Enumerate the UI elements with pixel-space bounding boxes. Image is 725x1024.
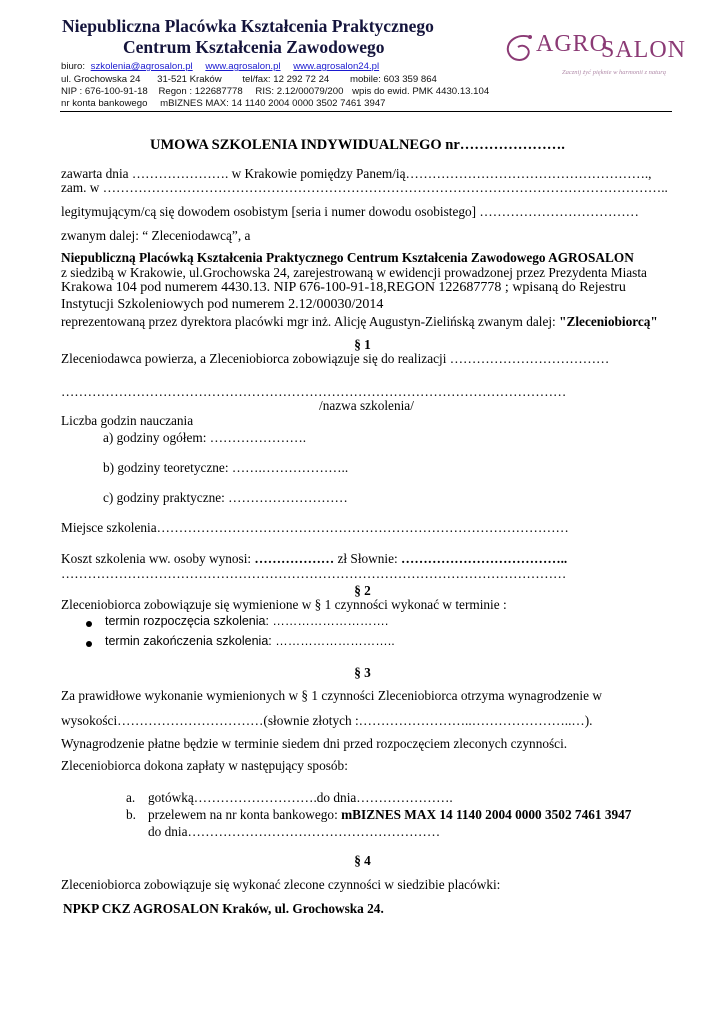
agrosalon-logo xyxy=(500,25,687,85)
org-line3: Krakowa 104 pod numerem 4430.13. NIP 676-100-91-18,REGON 122687778 ; wpisaną do Rejestru xyxy=(61,280,626,295)
regon: Regon : 122687778 xyxy=(158,86,243,97)
logo-swirl-icon xyxy=(500,29,540,69)
s3-line4: Zleceniobiorca dokona zapłaty w następujący sposób: xyxy=(61,758,348,773)
bullet-icon xyxy=(86,641,92,647)
ris: RIS: 2.12/00079/200 xyxy=(255,86,344,97)
s1-place: Miejsce szkolenia………………………………………………………………………………… xyxy=(61,520,569,535)
s1-cost-dots: ……………… xyxy=(254,551,335,566)
s1-cost-mid: zł Słownie: xyxy=(334,551,402,566)
org-line5 xyxy=(61,314,658,330)
s3-opt-b-line2: do dnia………………………………………………… xyxy=(148,824,441,839)
line-legit: legitymującym/cą się dowodem osobistym [seria i numer dowodu osobistego] ……………………………… xyxy=(61,204,639,219)
contract-title: UMOWA SZKOLENIA INDYWIDUALNEGO nr…………………. xyxy=(150,137,565,153)
konto-label: nr konta bankowego xyxy=(61,98,148,109)
s3-line3: Wynagrodzenie płatne będzie w terminie siedem dni przed rozpoczęciem zleconych czynności. xyxy=(61,736,568,751)
org-name: Niepubliczną Placówką Kształcenia Praktycznego Centrum Kształcenia Zawodowego AGROSALON xyxy=(61,250,634,265)
s1-caption: /nazwa szkolenia/ xyxy=(319,398,414,413)
header-contact-row2 xyxy=(61,74,437,85)
logo-text-salon: SALON xyxy=(601,37,687,63)
website1-link[interactable]: www.agrosalon.pl xyxy=(205,61,281,72)
s3-opt-a-label: a. xyxy=(126,790,136,805)
line-zwanym: zwanym dalej: “ Zleceniodawcą”, a xyxy=(61,228,251,243)
s4-line1: Zleceniobiorca zobowiązuje się wykonać zlecone czynności w siedzibie placówki: xyxy=(61,877,501,892)
header-title-line2: Centrum Kształcenia Zawodowego xyxy=(123,37,385,57)
s1-hours-a: a) godziny ogółem: …………………. xyxy=(103,430,307,445)
s1-intro: Zleceniodawca powierza, a Zleceniobiorca zobowiązuje się do realizacji ……………………………… xyxy=(61,351,610,366)
logo-tagline: Zacznij żyć pięknie w harmonii z naturą xyxy=(562,69,666,76)
header-contact-row4 xyxy=(61,98,386,109)
address-street: ul. Grochowska 24 xyxy=(61,74,141,85)
line-zam: zam. w ……………………………………………………………………………………………………………….. xyxy=(61,180,668,195)
email-link[interactable]: szkolenia@agrosalon.pl xyxy=(90,61,193,72)
s1-dots: …………………………………………………………………………………………………… xyxy=(61,384,567,399)
s3-line2: wysokości……………………………(słownie złotych :……………………..…………………..…). xyxy=(61,713,593,728)
biuro-label: biuro: xyxy=(61,61,85,72)
header-divider xyxy=(60,111,672,112)
s1-cost-dots2: …………………………………………………………………………………………………… xyxy=(61,566,567,581)
s3-opt-b xyxy=(148,807,631,823)
logo-text-agro: AGRO xyxy=(536,31,609,57)
s1-cost-words: ……………………………….. xyxy=(401,551,568,566)
s2-heading: § 2 xyxy=(354,583,371,598)
s1-hours-b: b) godziny teoretyczne: …….……………….. xyxy=(103,460,349,475)
header-contact-row1 xyxy=(61,61,379,72)
s3-opt-b-bold: mBIZNES MAX 14 1140 2004 0000 3502 7461 3947 xyxy=(341,807,632,822)
org-line2: z siedzibą w Krakowie, ul.Grochowska 24, zarejestrowaną w ewidencji prowadzonej przez Prezydenta Miasta xyxy=(61,265,647,280)
s2-bullet1: termin rozpoczęcia szkolenia: ………………………. xyxy=(105,614,389,628)
header-contact-row3 xyxy=(61,86,489,97)
s2-intro: Zleceniobiorca zobowiązuje się wymienione w § 1 czynności wykonać w terminie : xyxy=(61,597,507,612)
website2-link[interactable]: www.agrosalon24.pl xyxy=(293,61,380,72)
s1-cost xyxy=(61,551,567,567)
s3-opt-b-prefix: przelewem na nr konta bankowego: xyxy=(148,807,342,822)
s1-heading: § 1 xyxy=(354,337,371,352)
s1-hours-c: c) godziny praktyczne: ……………………… xyxy=(103,490,348,505)
s1-cost-prefix: Koszt szkolenia ww. osoby wynosi: xyxy=(61,551,255,566)
konto-value: mBIZNES MAX: 14 1140 2004 0000 3502 7461 3947 xyxy=(160,98,386,109)
s2-bullet2: termin zakończenia szkolenia: ……………………….. xyxy=(105,634,395,648)
bullet-icon xyxy=(86,621,92,627)
nip: NIP : 676-100-91-18 xyxy=(61,86,148,97)
s4-line2: NPKP CKZ AGROSALON Kraków, ul. Grochowska 24. xyxy=(63,901,384,916)
org-line5-bold: "Zleceniobiorcą" xyxy=(559,314,658,329)
s3-opt-b-label: b. xyxy=(126,807,136,822)
org-line5-prefix: reprezentowaną przez dyrektora placówki mgr inż. Alicję Augustyn-Zielińską zwanym dalej: xyxy=(61,314,560,329)
s4-heading: § 4 xyxy=(354,853,371,868)
wpis: wpis do ewid. PMK 4430.13.104 xyxy=(352,86,490,97)
s3-opt-a: gotówką……………………….do dnia…………………. xyxy=(148,790,453,805)
telfax: tel/fax: 12 292 72 24 xyxy=(242,74,330,85)
s3-heading: § 3 xyxy=(354,665,371,680)
s1-hours-label: Liczba godzin nauczania xyxy=(61,413,194,428)
org-line4: Instytucji Szkoleniowych pod numerem 2.12/00030/2014 xyxy=(61,297,384,312)
header-title-line1: Niepubliczna Placówka Kształcenia Praktycznego xyxy=(62,16,434,36)
address-city: 31-521 Kraków xyxy=(157,74,222,85)
mobile: mobile: 603 359 864 xyxy=(349,74,437,85)
line-zawarta: zawarta dnia …………………. w Krakowie pomiędzy Panem/ią………………………………………………., xyxy=(61,166,652,181)
s3-line1: Za prawidłowe wykonanie wymienionych w § 1 czynności Zleceniobiorca otrzyma wynagrodzenie w xyxy=(61,688,602,703)
